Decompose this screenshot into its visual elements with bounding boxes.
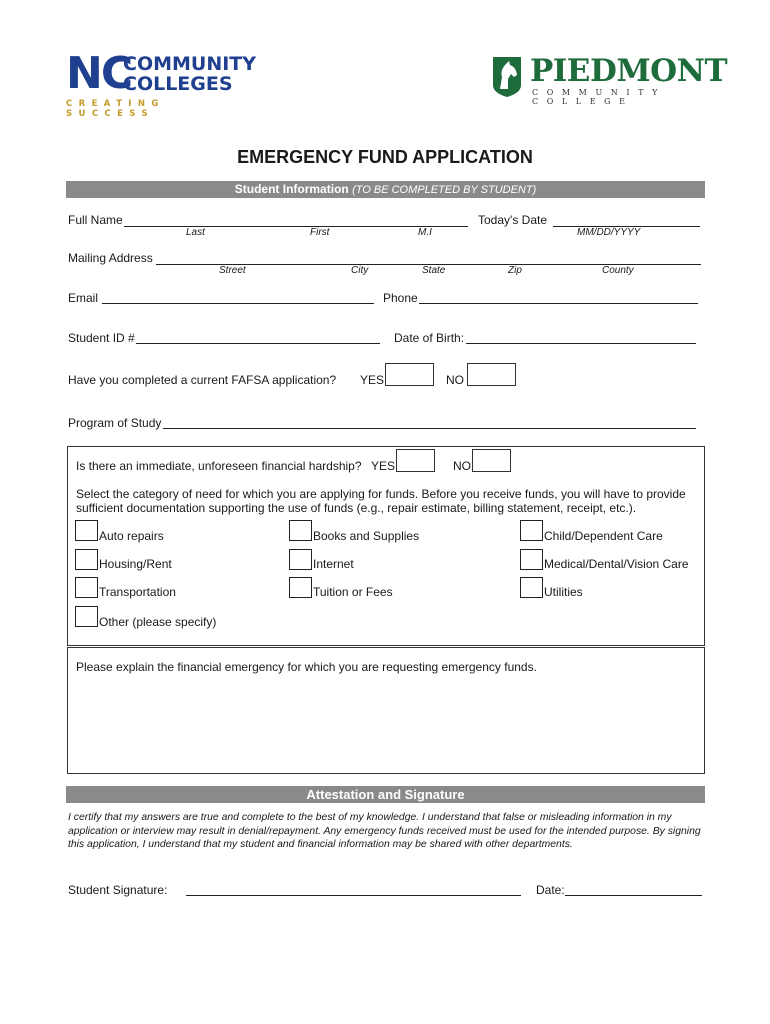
- checkbox-medical[interactable]: [520, 549, 543, 570]
- signature-date-label: Date:: [536, 883, 565, 897]
- full-name-sub-last: Last: [186, 227, 205, 238]
- full-name-sub-mi: M.I: [418, 227, 432, 238]
- fafsa-no-label: NO: [446, 373, 464, 387]
- hardship-no-checkbox[interactable]: [472, 449, 511, 472]
- full-name-label: Full Name: [68, 213, 123, 227]
- todays-date-label: Today's Date: [478, 213, 547, 227]
- label-utilities: Utilities: [544, 585, 583, 599]
- signature-field[interactable]: [186, 895, 521, 896]
- hardship-yes-label: YES: [371, 459, 396, 473]
- mailing-address-label: Mailing Address: [68, 251, 153, 265]
- mailing-sub-county: County: [602, 265, 634, 276]
- mailing-sub-state: State: [422, 265, 446, 276]
- section-note: (TO BE COMPLETED BY STUDENT): [352, 184, 537, 196]
- label-child-care: Child/Dependent Care: [544, 529, 663, 543]
- checkbox-transportation[interactable]: [75, 577, 98, 598]
- section-title-attestation: Attestation and Signature: [306, 787, 465, 802]
- fafsa-yes-checkbox[interactable]: [385, 363, 434, 386]
- section-header-attestation: [66, 786, 705, 803]
- phone-label: Phone: [383, 291, 418, 305]
- label-auto-repairs: Auto repairs: [99, 529, 164, 543]
- signature-date-field[interactable]: [565, 895, 702, 896]
- nc-logo-mark: NC: [66, 48, 132, 99]
- email-field[interactable]: [102, 303, 374, 304]
- nc-logo-tagline: CREATING SUCCESS: [66, 99, 165, 119]
- attestation-text: I certify that my answers are true and complete to the best of my knowledge. I understand that false or misleading information in my application or interview may result in denial/repayment. Any emergency funds received must be used for the intended purpose. By signing this application, I understand that my student and financial information may be shared with other departments.: [68, 812, 701, 850]
- label-other: Other (please specify): [99, 615, 217, 629]
- category-instructions: Select the category of need for which you are applying for funds. Before you receive funds, you will have to provide sufficient documentation supporting the use of funds (e.g., repair estimate, billing statement, receipt, etc.).: [76, 487, 686, 515]
- section-header-student-information: [66, 181, 705, 198]
- label-internet: Internet: [313, 557, 354, 571]
- mailing-sub-street: Street: [219, 265, 246, 276]
- full-name-field[interactable]: [124, 226, 468, 227]
- explanation-label: Please explain the financial emergency for which you are requesting emergency funds.: [76, 660, 537, 674]
- signature-label: Student Signature:: [68, 883, 168, 897]
- label-transportation: Transportation: [99, 585, 176, 599]
- fafsa-no-checkbox[interactable]: [467, 363, 516, 386]
- student-id-label: Student ID #: [68, 331, 135, 345]
- piedmont-name: PIEDMONT: [530, 53, 728, 89]
- label-tuition-fees: Tuition or Fees: [313, 585, 393, 599]
- checkbox-tuition-fees[interactable]: [289, 577, 312, 598]
- nc-community-colleges-logo: [66, 48, 257, 119]
- full-name-sub-first: First: [310, 227, 330, 238]
- mailing-sub-zip: Zip: [508, 265, 522, 276]
- checkbox-housing-rent[interactable]: [75, 549, 98, 570]
- program-of-study-label: Program of Study: [68, 416, 162, 430]
- nc-logo-line1: COMMUNITY: [123, 53, 257, 75]
- hardship-no-label: NO: [453, 459, 471, 473]
- label-medical: Medical/Dental/Vision Care: [544, 557, 689, 571]
- fafsa-question: Have you completed a current FAFSA application?: [68, 373, 337, 387]
- piedmont-subtitle: COMMUNITY COLLEGE: [532, 88, 666, 106]
- hardship-yes-checkbox[interactable]: [396, 449, 435, 472]
- mailing-sub-city: City: [351, 265, 369, 276]
- label-books-supplies: Books and Supplies: [313, 529, 420, 543]
- checkbox-other[interactable]: [75, 606, 98, 627]
- horse-head-icon: [490, 55, 524, 102]
- todays-date-sub: MM/DD/YYYY: [577, 227, 641, 238]
- form-title: EMERGENCY FUND APPLICATION: [237, 147, 533, 167]
- checkbox-utilities[interactable]: [520, 577, 543, 598]
- date-of-birth-field[interactable]: [466, 343, 696, 344]
- section-title: Student Information: [234, 182, 349, 196]
- fafsa-yes-label: YES: [360, 373, 385, 387]
- program-of-study-field[interactable]: [163, 428, 696, 429]
- email-label: Email: [68, 291, 99, 305]
- date-of-birth-label: Date of Birth:: [394, 331, 465, 345]
- nc-logo-line2: COLLEGES: [123, 73, 233, 95]
- label-housing-rent: Housing/Rent: [99, 557, 172, 571]
- piedmont-logo: [490, 53, 735, 106]
- checkbox-auto-repairs[interactable]: [75, 520, 98, 541]
- phone-field[interactable]: [419, 303, 698, 304]
- hardship-question: Is there an immediate, unforeseen financial hardship?: [76, 459, 362, 473]
- checkbox-books-supplies[interactable]: [289, 520, 312, 541]
- checkbox-child-care[interactable]: [520, 520, 543, 541]
- checkbox-internet[interactable]: [289, 549, 312, 570]
- student-id-field[interactable]: [136, 343, 380, 344]
